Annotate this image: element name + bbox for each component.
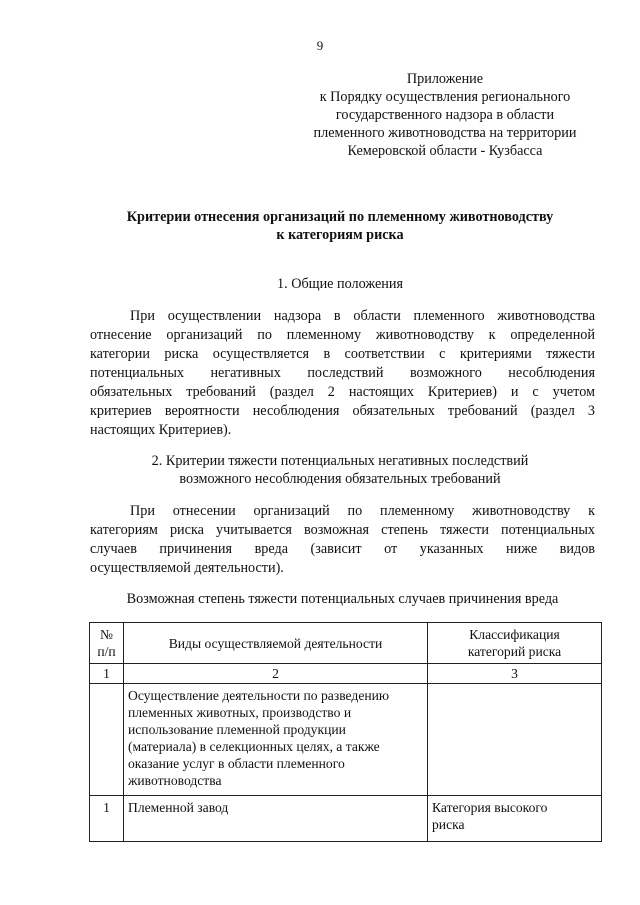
cell-line: животноводства [128,773,222,788]
appendix-line: государственного надзора в области [335,107,555,123]
header-category [428,623,602,664]
row-category-cell [428,684,602,796]
index-cell: 2 [124,664,428,684]
table-index-row [90,664,602,684]
cell-line: Осуществление деятельности по разведению [128,688,390,703]
page-number: 9 [316,38,324,53]
row-number-cell: 1 [90,796,124,842]
appendix-line: к Порядку осуществления регионального [319,89,571,105]
section-1-paragraph [90,307,595,440]
table-header-row [90,623,602,664]
document-title [80,208,600,244]
section-2-heading [80,452,600,488]
table-row [90,684,602,796]
row-number-cell [90,684,124,796]
cell-line: Племенной завод [128,800,229,815]
header-activity: Виды осуществляемой деятельности [124,623,428,664]
appendix-line: Приложение [406,71,484,87]
paragraph-line: осуществляемой деятельности). [90,560,284,576]
header-category-line: категорий риска [467,644,562,659]
cell-line: (материала) в селекционных целях, а также [128,739,380,754]
table-caption: Возможная степень тяжести потенциальных случаев причинения вреда [126,591,559,607]
paragraph-line: категориям риска учитывается возможная степень тяжести потенциальных [90,522,595,538]
row-activity-cell [124,796,428,842]
table-row [90,796,602,842]
index-cell: 3 [428,664,602,684]
cell-line: Категория высокого [432,800,548,815]
cell-line: оказание услуг в области племенного [128,756,345,771]
document-title-line: Критерии отнесения организаций по племенному животноводству [126,209,554,225]
paragraph-line: При отнесении организаций по племенному животноводству к [130,503,595,519]
paragraph-line: При осуществлении надзора в области племенного животноводства [130,308,595,324]
cell-line: риска [432,817,465,832]
section-2-heading-line: возможного несоблюдения обязательных требований [179,471,501,487]
appendix-block [300,70,590,160]
appendix-line: Кемеровской области - Кузбасса [347,143,543,159]
header-number-line: п/п [97,644,116,659]
paragraph-line: случаев причинения вреда (зависит от указанных ниже видов [90,541,595,557]
risk-table [89,622,602,842]
paragraph-line: настоящих Критериев). [90,422,232,438]
paragraph-line: критериев вероятности несоблюдения обязательных требований (раздел 3 [90,403,595,419]
paragraph-line: категории риска осуществляется в соответствии с критериями тяжести [90,346,595,362]
cell-line: использование племенной продукции [128,722,346,737]
section-2-paragraph [90,502,595,578]
index-cell: 1 [90,664,124,684]
paragraph-line: потенциальных негативных последствий возможного несоблюдения [90,365,595,381]
header-category-line: Классификация [469,627,560,642]
paragraph-line: отнесение организаций по племенному животноводству к определенной [90,327,595,343]
document-title-line: к категориям риска [276,227,404,243]
header-number [90,623,124,664]
cell-line: племенных животных, производство и [128,705,352,720]
header-number-line: № [100,627,113,642]
paragraph-line: обязательных требований (раздел 2 настоящих Критериев) и с учетом [90,384,595,400]
row-activity-cell [124,684,428,796]
appendix-line: племенного животноводства на территории [313,125,577,141]
section-2-heading-line: 2. Критерии тяжести потенциальных негативных последствий [151,453,529,469]
row-category-cell [428,796,602,842]
section-1-heading: 1. Общие положения [277,276,403,292]
